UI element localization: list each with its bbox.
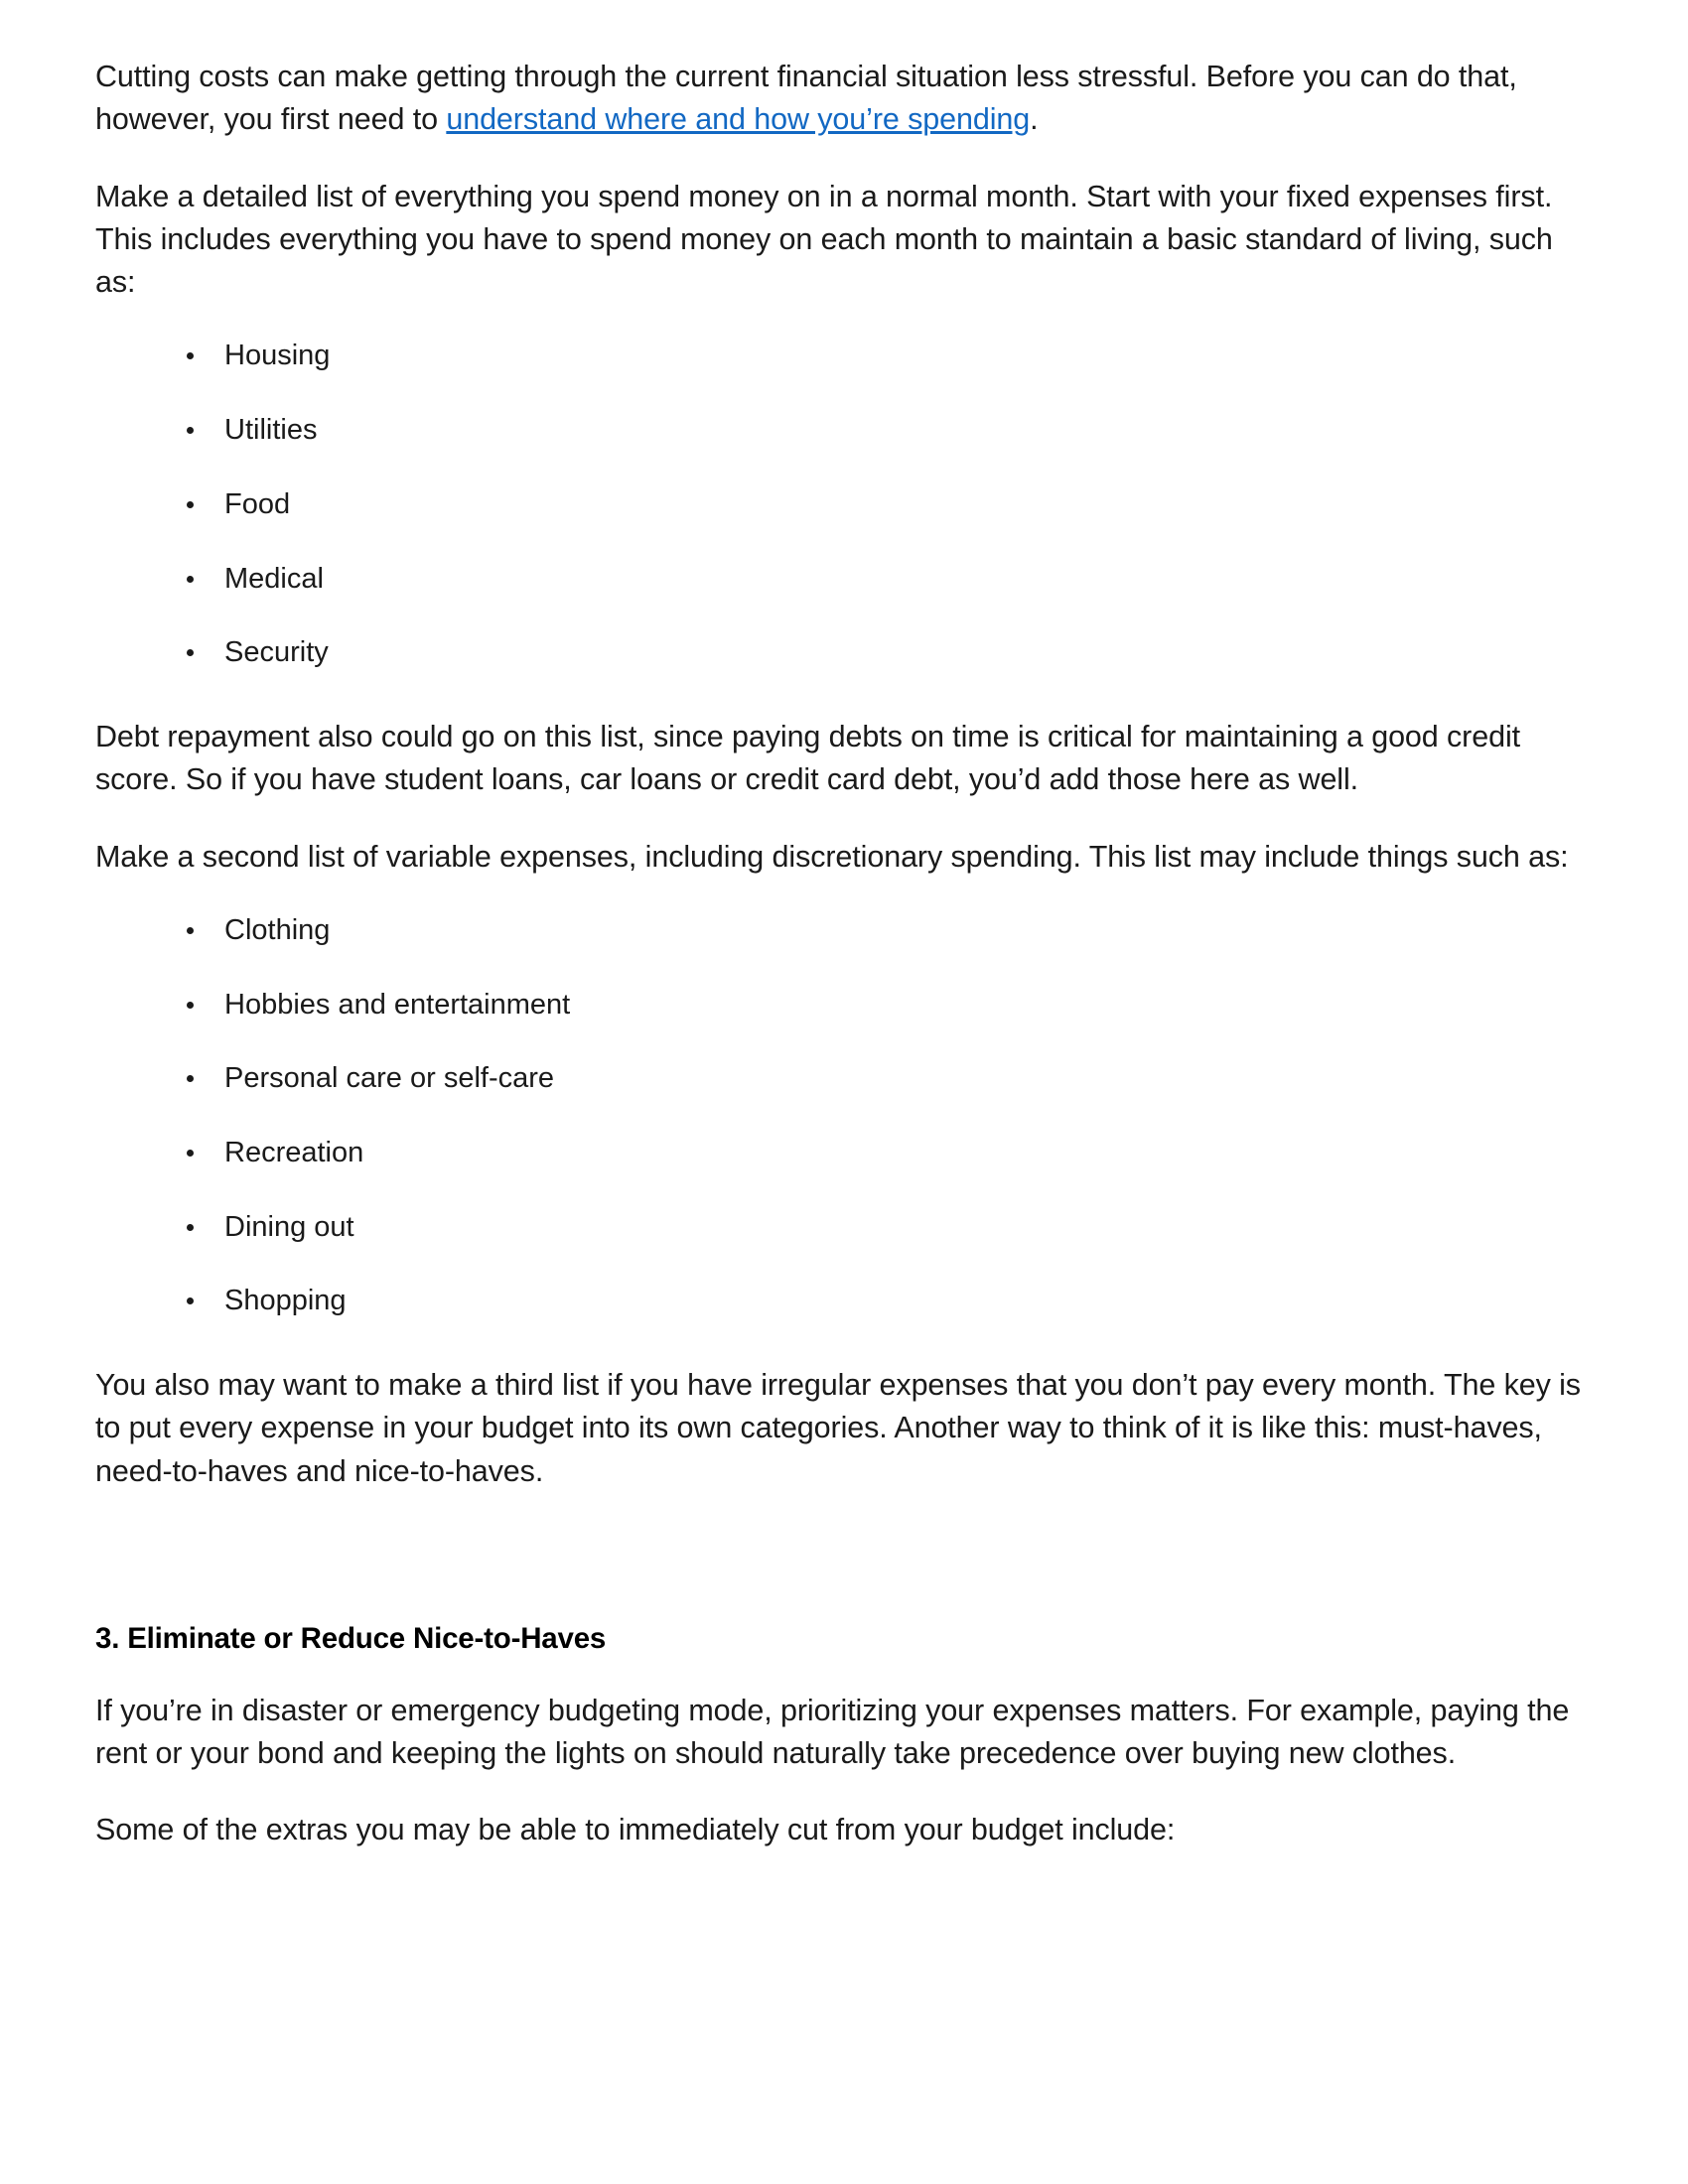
paragraph-variable-expenses-intro: Make a second list of variable expenses, including discretionary spending. This list may include things such as:: [95, 839, 1569, 874]
list-item: [224, 1060, 1585, 1098]
list-item-label: Medical: [224, 562, 324, 595]
list-item-label: Utilities: [224, 414, 318, 447]
paragraph-debt-repayment: Debt repayment also could go on this list, since paying debts on time is critical for maintaining a good credit score. So if you have student loans, car loans or credit card debt, you’d add those here as well.: [95, 719, 1521, 797]
list-item: [224, 1283, 1585, 1320]
fixed-expenses-list-block: [95, 338, 1585, 671]
list-item-label: Security: [224, 636, 329, 669]
list-item: [224, 412, 1585, 450]
section-spacer: [95, 1527, 1585, 1622]
variable-expenses-list: [95, 912, 1585, 1320]
paragraph-intro-text-after: .: [1030, 102, 1039, 137]
paragraph-extras-intro: Some of the extras you may be able to immediately cut from your budget include:: [95, 1813, 1176, 1847]
list-item: [224, 1135, 1585, 1172]
document-content: [95, 56, 1585, 1852]
list-item: [224, 912, 1585, 950]
list-item: [224, 1209, 1585, 1247]
section-heading-3: 3. Eliminate or Reduce Nice-to-Haves: [95, 1621, 607, 1655]
paragraph-intro-text-before: Cutting costs can make getting through the current financial situation less stressful. Before you can do that, however, you first need to: [95, 60, 1517, 137]
list-item: [224, 634, 1585, 672]
list-item-label: Clothing: [224, 913, 331, 946]
list-item: [224, 486, 1585, 524]
list-item-label: Recreation: [224, 1136, 364, 1168]
fixed-expenses-list: [95, 338, 1585, 671]
list-item-label: Housing: [224, 340, 331, 372]
list-item-label: Shopping: [224, 1285, 347, 1317]
list-item-label: Personal care or self-care: [224, 1062, 555, 1095]
list-item-label: Food: [224, 487, 291, 520]
paragraph-intro: [95, 56, 1585, 142]
list-item: [224, 338, 1585, 375]
list-item-label: Hobbies and entertainment: [224, 988, 571, 1021]
list-item-label: Dining out: [224, 1210, 354, 1243]
paragraph-fixed-expenses-intro: Make a detailed list of everything you spend money on in a normal month. Start with your fixed expenses first. This includes everything you have to spend money on each month to maintain a basic standard of living, such as:: [95, 179, 1553, 300]
spending-understanding-link[interactable]: understand where and how you’re spending: [446, 102, 1031, 137]
list-item: [224, 987, 1585, 1024]
list-item: [224, 561, 1585, 599]
paragraph-prioritizing: If you’re in disaster or emergency budgeting mode, prioritizing your expenses matters. For example, paying the rent or your bond and keeping the lights on should naturally take precedence over buying new clothes.: [95, 1693, 1570, 1771]
paragraph-third-list: You also may want to make a third list if you have irregular expenses that you don’t pay every month. The key is to put every expense in your budget into its own categories. Another way to think of it is like this: must-haves, need-to-haves and nice-to-haves.: [95, 1367, 1581, 1488]
variable-expenses-list-block: [95, 912, 1585, 1320]
